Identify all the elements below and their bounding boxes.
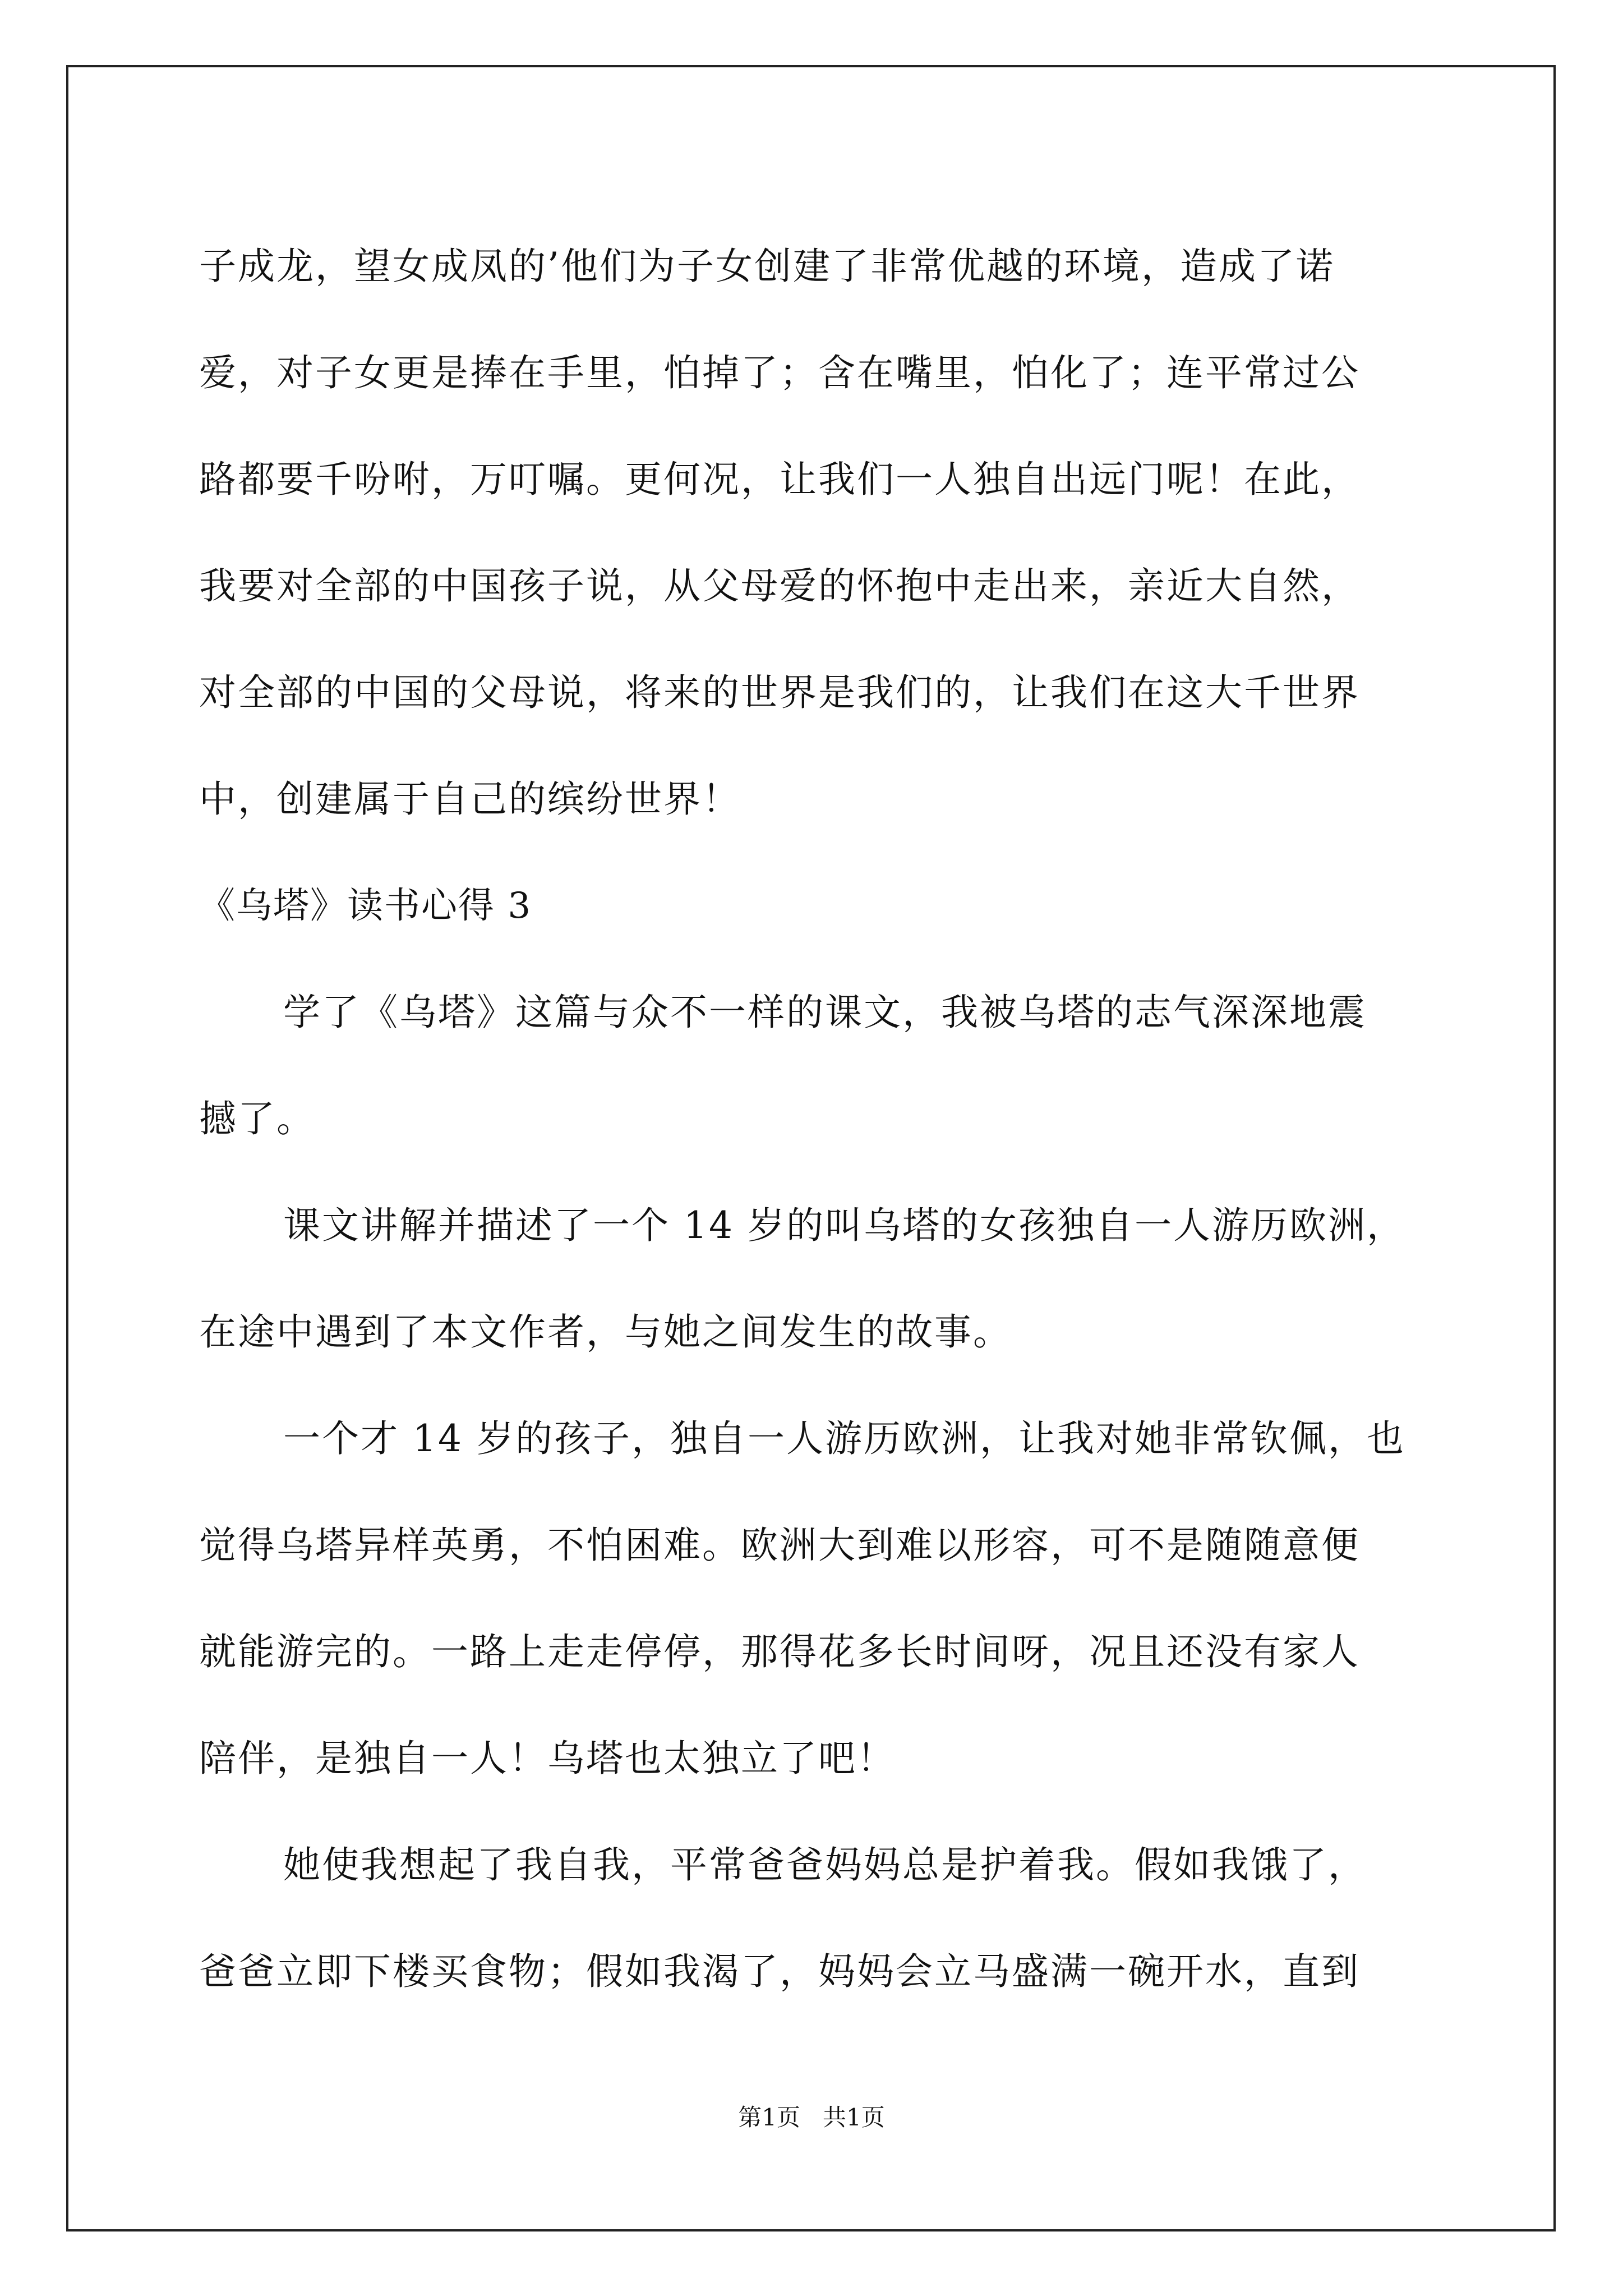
- paragraph-line: 撼了。: [199, 1097, 315, 1140]
- document-body: [199, 213, 1461, 2025]
- paragraph-line: 她使我想起了我自我，平常爸爸妈妈总是护着我。假如我饿了，: [283, 1843, 1367, 1887]
- paragraph-line: 在途中遇到了本文作者，与她之间发生的故事。: [199, 1310, 1012, 1354]
- paragraph-line: 学了《乌塔》这篇与众不一样的课文，我被乌塔的志气深深地震: [283, 991, 1367, 1034]
- paragraph-line: 陪伴，是独自一人！乌塔也太独立了吧！: [199, 1737, 896, 1780]
- paragraph-line: 子成龙，望女成凤的’他们为子女创建了非常优越的环境，造成了诺: [199, 245, 1335, 288]
- paragraph-line: 路都要千吩咐，万叮嘱。更何况，让我们一人独自出远门呢！在此，: [199, 458, 1360, 501]
- paragraph-line: 就能游完的。一路上走走停停，那得花多长时间呀，况且还没有家人: [199, 1630, 1360, 1673]
- paragraph-line: 对全部的中国的父母说，将来的世界是我们的，让我们在这大千世界: [199, 671, 1360, 714]
- paragraph-line: 爱，对子女更是捧在手里，怕掉了；含在嘴里，怕化了；连平常过公: [199, 351, 1360, 394]
- paragraph-line: 爸爸立即下楼买食物；假如我渴了，妈妈会立马盛满一碗开水，直到: [199, 1950, 1360, 1993]
- section-heading: 《乌塔》读书心得 3: [199, 885, 532, 927]
- paragraph-line: 觉得乌塔异样英勇，不怕困难。欧洲大到难以形容，可不是随随意便: [199, 1524, 1360, 1567]
- page-number-footer: 第1页 共1页: [738, 2104, 885, 2131]
- paragraph-line: 我要对全部的中国孩子说，从父母爱的怀抱中走出来，亲近大自然，: [199, 564, 1360, 608]
- paragraph-line: 课文讲解并描述了一个 14 岁的叫乌塔的女孩独自一人游历欧洲，: [283, 1204, 1405, 1247]
- paragraph-line: 中，创建属于自己的缤纷世界！: [199, 777, 741, 821]
- paragraph-line: 一个才 14 岁的孩子，独自一人游历欧洲，让我对她非常钦佩，也: [283, 1417, 1405, 1460]
